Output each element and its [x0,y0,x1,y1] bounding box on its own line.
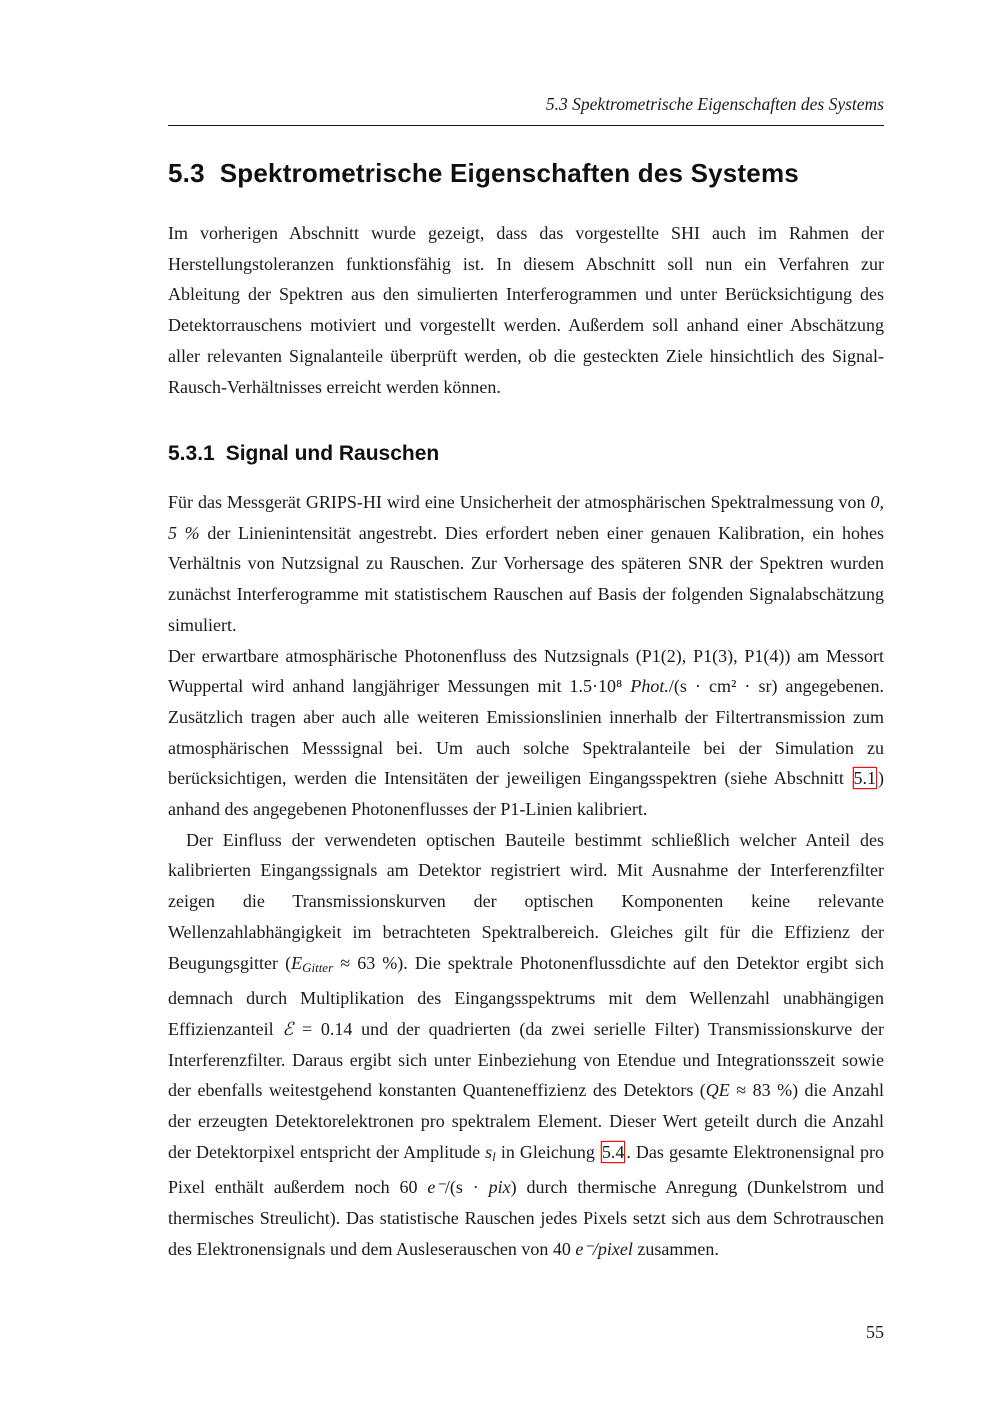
text-run: angegebenen. Zusätzlich tragen aber auch alle weiteren Emissionslinien innerhalb der Filtertransmission zum atmosphärischen Messsignal bei. Um auch solche Spektralanteile bei der Simulation zu berücksichtigen, werden die Intensitäten der jeweiligen Eingangsspektren (siehe Abschnitt [168,676,884,789]
subsection-body [168,487,884,1265]
subsection-heading [168,442,884,466]
text-run: /(s · [444,1177,489,1198]
inline-math: e⁻ [427,1177,445,1198]
cross-reference-link[interactable]: 5.1 [853,768,876,789]
text-run: zusammen. [632,1238,719,1259]
inline-math: Gitter [302,959,334,975]
text-run: Für das Messgerät GRIPS-HI wird eine Unsicherheit der atmosphärischen Spektralmessung von [168,492,871,512]
text-run: der Linienintensität angestrebt. Dies erfordert neben einer genauen Kalibration, ein hohes Verhältnis von Nutzsignal zu Rauschen. Zur Vorhersage des späteren SNR der Spektren wurden zunächst Interferogramme mit statistischem Rauschen auf Basis der folgenden Signalabschätzung simuliert. [168,522,884,635]
text-run: ) anhand des angegebenen Photonenflusses der P1-Linien kalibriert. [168,768,884,820]
section-title: Spektrometrische Eigenschaften des Systems [219,158,799,188]
paragraph-signal-noise-1 [168,487,884,641]
subsection-title: Signal und Rauschen [225,442,440,465]
text-run: in Gleichung [495,1141,600,1162]
text-run: Im vorherigen Abschnitt wurde gezeigt, dass das vorgestellte SHI auch im Rahmen der Herstellungstoleranzen funktionsfähig ist. In diesem Abschnitt soll nun ein Verfahren zur Ableitung der Spektren aus den simulierten Interferogrammen und unter Berücksichtigung des Detektorrauschens motiviert und vorgestellt werden. Außerdem soll anhand einer Abschätzung aller relevanten Signalanteile überprüft werden, ob die gesteckten Ziele hinsichtlich des Signal-Rausch-Verhältnisses erreicht werden können. [168,223,884,397]
inline-math: l [492,1148,496,1164]
paragraph-signal-noise-2 [168,641,884,825]
text-run: Der erwartbare atmosphärische Photonenfluss des Nutzsignals (P1(2), P1(3), P1(4)) am Messort Wuppertal wird anhand langjähriger Messungen mit [168,645,884,697]
cross-reference-link[interactable]: 5.4 [601,1141,625,1162]
inline-math: QE [705,1080,730,1101]
inline-math: E [291,952,303,973]
inline-math: ℰ [282,1018,294,1039]
inline-math: s [485,1141,493,1162]
text-run: ≈ 83 %) die Anzahl der erzeugten Detektorelektronen pro spektralem Element. Dieser Wert geteilt durch die Anzahl der Detektorpixel entspricht der Amplitude [168,1080,885,1162]
paragraph-section-intro [168,218,884,402]
text-run: ) durch thermische Anregung (Dunkelstrom und thermisches Streulicht). Das statistische Rauschen jedes Pixels setzt sich aus dem Schrotrauschen des Elektronensignals und dem Ausleserauschen von 40 [168,1177,885,1259]
subsection-number: 5.3.1 [168,442,215,465]
text-run: Der Einfluss der verwendeten optischen Bauteile bestimmt schließlich welcher Anteil des kalibrierten Eingangssignals am Detektor registriert wird. Mit Ausnahme der Interferenzfilter zeigen die Transmissionskurven der optischen Komponenten keine relevante Wellenzahlabhängigkeit im betrachteten Spektralbereich. Gleiches gilt für die Effizienz der Beugungsgitter ( [168,829,884,973]
text-run: /(s · cm² · sr) [668,676,778,697]
running-head [168,94,884,126]
inline-math: 0, 5 % [168,492,884,543]
section-number: 5.3 [168,158,205,188]
inline-math: e⁻/pixel [575,1238,633,1259]
running-head-text: 5.3 Spektrometrische Eigenschaften des Systems [545,94,884,114]
text-run: = 0.14 und der quadrierten (da zwei serielle Filter) Transmissionskurve der Interferenzfilter. Daraus ergibt sich unter Einbeziehung von Etendue und Integrationsszeit sowie der ebenfalls weitestgehend konstanten Quanteneffizienz des Detektors ( [168,1018,884,1101]
paragraph-signal-noise-3 [168,825,884,1265]
text-run: 1.5·10⁸ [569,676,631,697]
inline-math: Phot. [630,676,669,697]
page-number: 55 [866,1322,884,1342]
text-run: . Das gesamte Elektronensignal pro Pixel enthält außerdem noch 60 [168,1141,884,1198]
section-heading [168,158,884,189]
inline-math: pix [488,1177,511,1198]
text-run: ≈ 63 %). Die spektrale Photonenflussdichte auf den Detektor ergibt sich demnach durch Multiplikation des Eingangsspektrums mit dem Wellenzahl unabhängigen Effizienzanteil [168,952,884,1039]
